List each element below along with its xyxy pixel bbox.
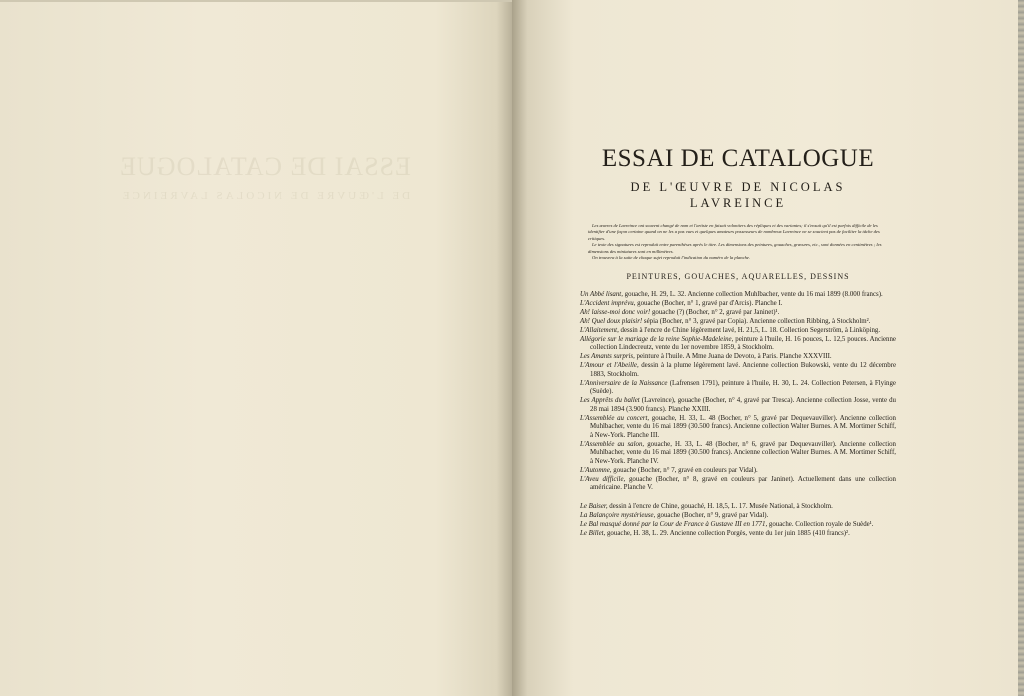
catalogue-entry [580,476,896,493]
entry-title: L'Amour et l'Abeille, [580,362,639,370]
catalogue-entry [580,397,896,414]
entry-title: L'Automne, [580,466,612,474]
preface-paragraph: On trouvera à la suite de chaque sujet reproduit l'indication du numéro de la planche. [592,255,751,261]
catalogue-entry [580,318,896,327]
entry-text: (Lafrensen 1791), peinture à l'huile, H. 30, L. 24. Collection Petersen, à Flyinge (Suède). [590,379,896,396]
catalogue-entry [580,521,896,530]
page-subtitle: DE L'ŒUVRE DE NICOLAS LAVREINCE [630,180,846,210]
entry-title: L'Assemblée au salon, [580,440,645,448]
catalogue-entry [580,353,896,362]
entry-title: Allégorie sur le mariage de la reine Sophie-Madeleine, [580,335,734,343]
catalogue-entries [580,291,896,538]
catalogue-entry [580,309,896,318]
catalogue-entry [580,300,896,309]
catalogue-entry [580,336,896,353]
entry-title: L'Accident imprévu, [580,300,636,308]
entry-text: gouache. Collection royale de Suède¹. [767,521,874,529]
entry-title: L'Anniversaire de la Naissance [580,379,668,387]
catalogue-entry [580,380,896,397]
catalogue-entry [580,327,896,336]
entry-title: L'Aveu difficile, [580,475,626,483]
entry-title: Le Bal masqué donné par la Cour de France à Gustave III en 1771, [580,521,768,529]
entry-text: dessin à la plume légèrement lavé. Ancienne collection Bukowski, vente du 12 décembre 1883, Stockholm. [590,362,897,378]
show-through-text [115,152,415,202]
entry-text: peinture à l'huile, H. 16 pouces, L. 12,5 pouces. Ancienne collection Lindecreutz, vente du 1er novembre 1859, à Stockholm. [590,335,896,352]
entry-title: L'Assemblée au concert, [580,414,650,422]
page-title: ESSAI DE CATALOGUE [601,145,875,172]
entry-text: dessin à l'encre de Chine, gouaché, H. 18,5, L. 17. Musée National, à Stockholm. [607,503,833,511]
ghost-title: ESSAI DE CATALOGUE [119,152,411,181]
preface-paragraph: Les œuvres de Lavreince ont souvent changé de nom et l'artiste en faisait volontiers des répliques et des variantes; il s'ensuit qu'il est parfois difficile de les identifier d'une façon certaine quand on ne les a pas vues et quelques amateurs possesseurs de nombreux Lavreince ne se soucient pas de faciliter la tâche des critiques. [588,223,880,241]
entry-text: gouache (?) (Bocher, n° 2, gravé par Janinet)¹. [650,309,780,317]
catalogue-entry [580,441,896,467]
entry-title: La Balançoire mystérieuse, [580,512,656,520]
preface [588,223,888,261]
entry-title: Le Baiser, [580,503,608,511]
entry-text: gouache, H. 33, L. 48 (Bocher, n° 6, gravé par Dequevauviller). Ancienne collection Muhlbacher, vente du 16 mai 1899 (30.500 francs). Ancienne collection Walter Burnes. A M. Mortimer Schiff, à New-York. Planche IV. [590,440,897,465]
preface-paragraph: Le texte des signatures est reproduit entre parenthèses après le titre. Les dimensions des peintures, gouaches, gravures, etc., sont données en centimètres ; les dimensions des miniatures sont en millimètres. [588,242,882,254]
catalogue-entry [580,362,896,379]
entry-title: Les Amants surpris, [580,353,635,361]
entry-text: gouache (Bocher, n° 7, gravé en couleurs par Vidal). [611,466,758,474]
entry-group-divider [580,493,896,503]
catalogue-entry [580,415,896,441]
entry-text: dessin à l'encre de Chine légèrement lavé, H. 21,5, L. 18. Collection Segerström, à Linköping. [618,327,881,334]
entry-text: gouache (Bocher, n° 9, gravé par Vidal). [655,512,769,520]
catalogue-entry [580,467,896,476]
catalogue-content [580,145,896,539]
entry-text: gouache (Bocher, n° 8, gravé en couleurs par Janinet). Actuellement dans une collection américaine. Planche V. [590,475,896,492]
entry-title: Ah! laisse-moi donc voir! [580,309,651,317]
entry-text: gouache, H. 29, L. 32. Ancienne collection Muhlbacher, vente du 16 mai 1899 (8.000 francs). [622,291,883,299]
ghost-subtitle: DE L'ŒUVRE DE NICOLAS LAVREINCE [119,190,411,202]
catalogue-entry [580,503,896,512]
entry-text: gouache, H. 38, L. 29. Ancienne collection Porgès, vente du 1er juin 1885 (410 francs)². [605,529,850,537]
entry-text: sépia (Bocher, n° 3, gravé par Copia). Ancienne collection Ribbing, à Stockholm². [642,318,871,326]
entry-title: Ah! Quel doux plaisir! [580,318,643,326]
section-heading: PEINTURES, GOUACHES, AQUARELLES, DESSINS [626,272,850,282]
entry-text: gouache, H. 33, L. 48 (Bocher, n° 5, gravé par Dequevauviller). Ancienne collection Muhlbacher, vente du 16 mai 1899 (30.500 francs). Ancienne collection Walter Burnes. A M. Mortimer Schiff, à New-York. Planche III. [590,414,896,439]
entry-text: (Lavreince), gouache (Bocher, n° 4, gravé par Tresca). Ancienne collection Josse, vente du 28 mai 1894 (3.900 francs). Planche XXIII. [590,397,896,413]
entry-title: Les Apprêts du ballet [580,397,640,405]
catalogue-entry [580,512,896,521]
catalogue-entry [580,530,896,539]
page-edge [1018,0,1024,696]
entry-title: L'Allaitement, [580,327,619,334]
entry-text: gouache (Bocher, n° 1, gravé par d'Arcis). Planche I. [635,300,783,308]
catalogue-entry [580,291,896,300]
entry-title: Le Billet, [580,529,606,537]
entry-text: peinture à l'huile. A Mme Juana de Devoto, à Paris. Planche XXXVIII. [634,353,832,361]
entry-title: Un Abbé lisant, [580,291,623,299]
